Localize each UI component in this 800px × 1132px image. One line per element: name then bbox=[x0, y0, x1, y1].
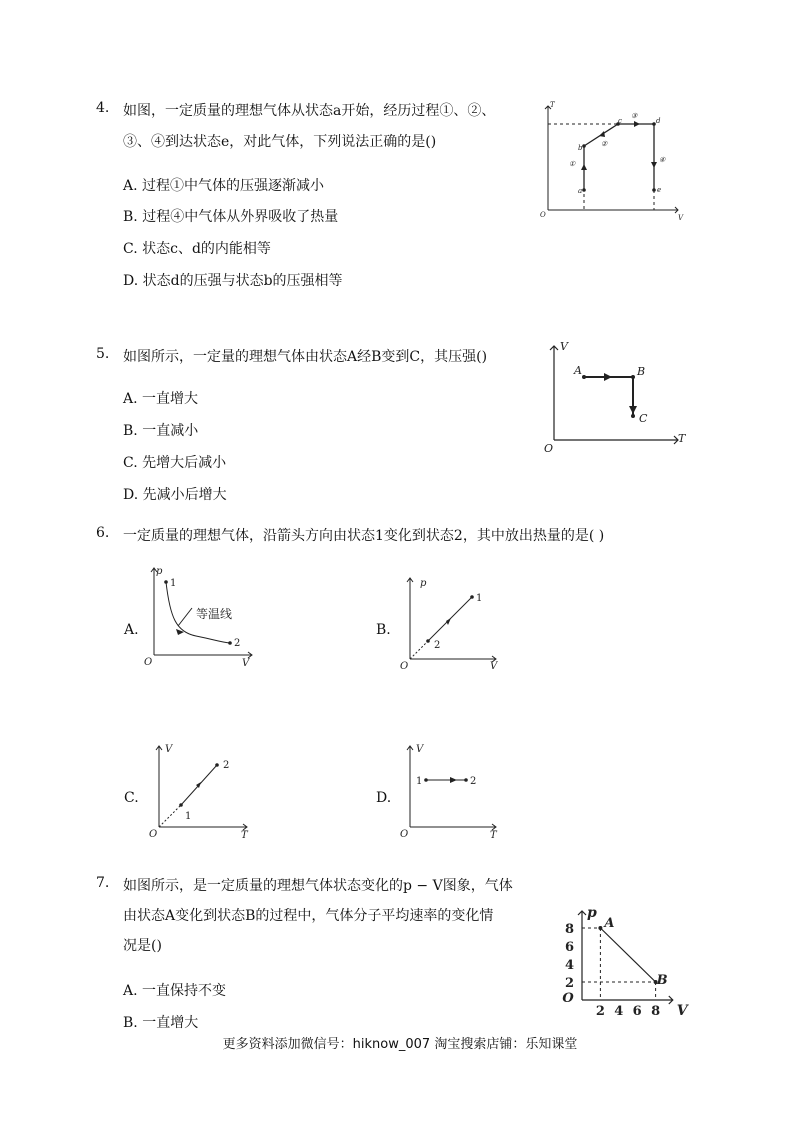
question-text: 由状态A变化到状态B的过程中，气体分子平均速率的变化情 bbox=[123, 908, 494, 924]
state-point bbox=[228, 641, 232, 645]
state-point bbox=[582, 375, 586, 379]
x-tick-label: 2 bbox=[595, 1004, 605, 1016]
y-tick-label: 2 bbox=[564, 976, 574, 991]
state-point bbox=[652, 188, 656, 192]
process-line bbox=[600, 928, 655, 982]
question-text: 如图，一定质量的理想气体从状态a开始，经历过程①、②、 bbox=[123, 103, 496, 119]
option-d[interactable]: D. 状态d的压强与状态b的压强相等 bbox=[123, 273, 343, 289]
state-point bbox=[426, 639, 430, 643]
x-tick-label: 8 bbox=[651, 1004, 661, 1016]
y-tick-label: 6 bbox=[564, 940, 574, 955]
option-b[interactable]: B. 一直减小 bbox=[123, 423, 199, 439]
process-label: ③ bbox=[631, 112, 638, 120]
question-number: 6. bbox=[96, 525, 110, 541]
point-label: 2 bbox=[434, 640, 441, 651]
option-a[interactable]: A. bbox=[124, 622, 139, 638]
q6-graph-c[interactable] bbox=[145, 740, 260, 840]
axis-label: T bbox=[490, 830, 497, 840]
axis-label: V bbox=[165, 744, 173, 755]
point-label: B bbox=[637, 365, 646, 378]
origin-label: O bbox=[149, 829, 158, 840]
question-text: 如图所示，一定量的理想气体由状态A经B变到C，其压强() bbox=[123, 349, 488, 365]
point-label: C bbox=[639, 412, 648, 425]
question-number: 7. bbox=[96, 875, 110, 891]
arrow-icon bbox=[604, 373, 612, 381]
option-b[interactable]: B. 过程④中气体从外界吸收了热量 bbox=[123, 209, 339, 225]
process-label: ② bbox=[601, 140, 608, 148]
option-a[interactable]: A. 一直保持不变 bbox=[123, 983, 227, 999]
state-point bbox=[631, 375, 635, 379]
process-label: ④ bbox=[659, 156, 666, 164]
option-a[interactable]: A. 过程①中气体的压强逐渐减小 bbox=[123, 178, 325, 194]
question-number: 4. bbox=[96, 100, 110, 116]
x-tick-label: 4 bbox=[614, 1004, 624, 1016]
process-label: ① bbox=[569, 160, 576, 168]
state-point bbox=[582, 188, 586, 192]
q6-graph-d[interactable] bbox=[396, 740, 506, 840]
axis-label: T bbox=[678, 432, 686, 445]
question-text: ③、④到达状态e，对此气体，下列说法正确的是() bbox=[123, 134, 437, 150]
point-label: 1 bbox=[170, 578, 177, 589]
origin-label: O bbox=[144, 657, 153, 668]
state-point bbox=[598, 926, 602, 930]
option-c[interactable]: C. bbox=[124, 790, 139, 806]
option-d[interactable]: D. bbox=[376, 790, 392, 806]
origin-label: O bbox=[400, 829, 409, 840]
point-label: A bbox=[604, 916, 615, 931]
point-label: e bbox=[657, 186, 662, 194]
y-tick-label: 4 bbox=[564, 958, 574, 973]
origin-label: O bbox=[540, 211, 546, 219]
point-label: d bbox=[656, 117, 661, 125]
q6-graph-b[interactable] bbox=[396, 572, 506, 672]
dashed-extension bbox=[410, 641, 428, 659]
axis-label: V bbox=[490, 661, 498, 672]
footer-note: 更多资料添加微信号：hiknow_007 淘宝搜索店铺：乐知课堂 bbox=[222, 1037, 578, 1052]
question-text: 一定质量的理想气体，沿箭头方向由状态1变化到状态2，其中放出热量的是( ) bbox=[123, 528, 605, 544]
state-point bbox=[631, 414, 635, 418]
point-label: 2 bbox=[223, 760, 230, 771]
point-label: 2 bbox=[234, 638, 241, 649]
option-c[interactable]: C. 先增大后减小 bbox=[123, 455, 227, 471]
point-label: b bbox=[578, 144, 583, 152]
question-text: 如图所示，是一定质量的理想气体状态变化的p − V图象，气体 bbox=[123, 878, 513, 894]
point-label: A bbox=[574, 364, 582, 377]
point-label: 1 bbox=[416, 776, 423, 787]
point-label: 1 bbox=[476, 593, 483, 604]
axis-label: p bbox=[156, 566, 163, 577]
question-number: 5. bbox=[96, 346, 110, 362]
x-tick-label: 6 bbox=[632, 1004, 642, 1016]
dashed-extension bbox=[159, 805, 181, 827]
axis-label: T bbox=[550, 101, 555, 109]
annotation-pointer bbox=[178, 608, 192, 626]
state-point bbox=[470, 595, 474, 599]
arrow-icon bbox=[446, 618, 451, 625]
axis-label: V bbox=[242, 658, 250, 668]
axis-label: V bbox=[560, 340, 568, 353]
arrow-icon bbox=[651, 162, 657, 168]
origin-label: O bbox=[562, 991, 574, 1006]
point-label: 1 bbox=[185, 811, 192, 822]
state-point bbox=[164, 580, 168, 584]
arrow-icon bbox=[599, 131, 605, 137]
q5-figure bbox=[538, 338, 698, 463]
state-point bbox=[582, 144, 586, 148]
axis-label: V bbox=[678, 214, 684, 222]
state-point bbox=[215, 763, 219, 767]
axis-label: p bbox=[420, 578, 427, 589]
option-d[interactable]: D. 先减小后增大 bbox=[123, 487, 227, 503]
option-b[interactable]: B. 一直增大 bbox=[123, 1015, 199, 1031]
origin-label: O bbox=[544, 442, 554, 455]
arrow-icon bbox=[634, 121, 640, 127]
option-b[interactable]: B. bbox=[376, 622, 391, 638]
arrow-icon bbox=[581, 164, 587, 170]
state-point bbox=[424, 778, 428, 782]
point-label: c bbox=[618, 117, 622, 125]
question-text: 况是() bbox=[123, 938, 162, 954]
origin-label: O bbox=[400, 661, 409, 672]
point-label: a bbox=[578, 187, 583, 195]
arrow-icon bbox=[629, 406, 637, 414]
point-label: B bbox=[656, 973, 668, 988]
y-tick-label: 8 bbox=[564, 922, 574, 937]
axis-label: V bbox=[416, 744, 424, 755]
q4-figure bbox=[538, 98, 698, 228]
arrow-icon bbox=[450, 777, 457, 783]
x-axis-label: V bbox=[676, 1003, 688, 1016]
option-c[interactable]: C. 状态c、d的内能相等 bbox=[123, 241, 271, 257]
option-a[interactable]: A. 一直增大 bbox=[123, 391, 199, 407]
state-point bbox=[464, 778, 468, 782]
y-axis-label: p bbox=[587, 905, 597, 921]
isotherm-note: 等温线 bbox=[196, 607, 233, 621]
q7-pv-chart bbox=[530, 866, 705, 1016]
q6-graph-a[interactable] bbox=[140, 562, 260, 668]
point-label: 2 bbox=[470, 776, 477, 787]
axis-label: T bbox=[241, 830, 248, 840]
state-point bbox=[179, 803, 183, 807]
